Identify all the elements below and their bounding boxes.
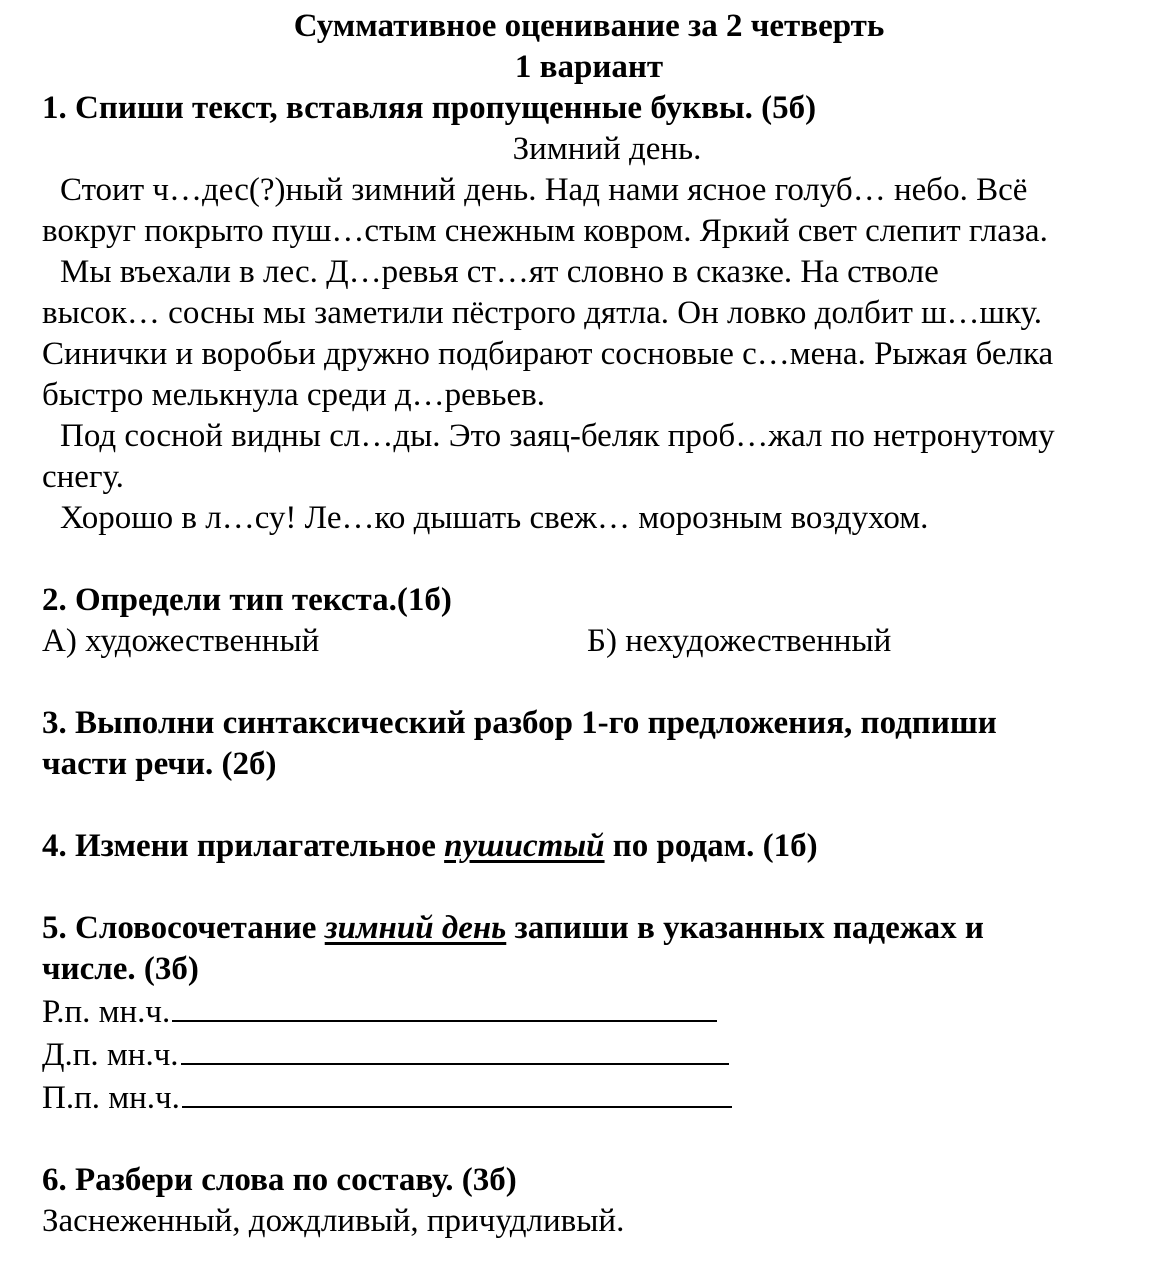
answer-row-prepositional bbox=[42, 1076, 1130, 1119]
task4-prompt-end: по родам. (1б) bbox=[604, 828, 818, 864]
task4-prompt-start: 4. Измени прилагательное bbox=[42, 828, 445, 864]
task3-prompt: 3. Выполни синтаксический разбор 1-го предложения, подпиши bbox=[42, 705, 997, 741]
answer-row-dative bbox=[42, 1033, 1130, 1076]
spacer bbox=[42, 539, 1130, 580]
option-b[interactable]: Б) нехудожественный bbox=[587, 623, 892, 659]
task3-prompt-continued: части речи. (2б) bbox=[42, 746, 277, 782]
spacer bbox=[42, 785, 1130, 826]
answer-blank-line[interactable] bbox=[182, 1076, 732, 1108]
task2-prompt: 2. Определи тип текста.(1б) bbox=[42, 582, 452, 618]
task1-text-line: быстро мелькнула среди д…ревьев. bbox=[42, 377, 545, 413]
spacer bbox=[42, 1119, 1130, 1160]
answer-label: Д.п. мн.ч. bbox=[42, 1037, 179, 1073]
task1-text-line: высок… сосны мы заметили пёстрого дятла. Он ловко долбит ш…шку. bbox=[42, 295, 1042, 331]
worksheet-title: Суммативное оценивание за 2 четверть bbox=[293, 8, 885, 44]
task5-emphasized-phrase: зимний день bbox=[324, 910, 507, 946]
option-a[interactable]: А) художественный bbox=[42, 623, 320, 659]
task5-prompt-continued: числе. (3б) bbox=[42, 951, 199, 987]
variant-label: 1 вариант bbox=[514, 49, 664, 85]
task1-text-line: Хорошо в л…су! Ле…ко дышать свеж… морозным воздухом. bbox=[60, 500, 929, 536]
task5-prompt-start: 5. Словосочетание bbox=[42, 910, 325, 946]
task1-prompt: 1. Спиши текст, вставляя пропущенные буквы. (5б) bbox=[42, 90, 817, 126]
task5-prompt bbox=[42, 908, 1130, 949]
task4-prompt bbox=[42, 826, 1130, 867]
task1-text-line: снегу. bbox=[42, 459, 124, 495]
task1-text-title: Зимний день. bbox=[512, 131, 702, 167]
task1-text-line: Под сосной видны сл…ды. Это заяц-беляк проб…жал по нетронутому bbox=[60, 418, 1055, 454]
task1-text-line: Мы въехали в лес. Д…ревья ст…ят словно в сказке. На стволе bbox=[60, 254, 939, 290]
task4-emphasized-word: пушистый bbox=[444, 828, 605, 864]
answer-label: П.п. мн.ч. bbox=[42, 1080, 180, 1116]
answer-blank-line[interactable] bbox=[172, 990, 717, 1022]
task1-text-line: Синички и воробьи дружно подбирают сосновые с…мена. Рыжая белка bbox=[42, 336, 1054, 372]
task1-text-line: вокруг покрыто пуш…стым снежным ковром. Яркий свет слепит глаза. bbox=[42, 213, 1048, 249]
task5-prompt-end: запиши в указанных падежах и bbox=[506, 910, 984, 946]
task2-options bbox=[42, 621, 1130, 662]
task1-text-line: Стоит ч…дес(?)ный зимний день. Над нами ясное голуб… небо. Всё bbox=[60, 172, 1028, 208]
task6-words: Заснеженный, дождливый, причудливый. bbox=[42, 1203, 625, 1239]
answer-blank-line[interactable] bbox=[181, 1033, 729, 1065]
answer-row-genitive bbox=[42, 990, 1130, 1033]
answer-label: Р.п. мн.ч. bbox=[42, 994, 171, 1030]
spacer bbox=[42, 867, 1130, 908]
spacer bbox=[42, 662, 1130, 703]
task6-prompt: 6. Разбери слова по составу. (3б) bbox=[42, 1162, 517, 1198]
